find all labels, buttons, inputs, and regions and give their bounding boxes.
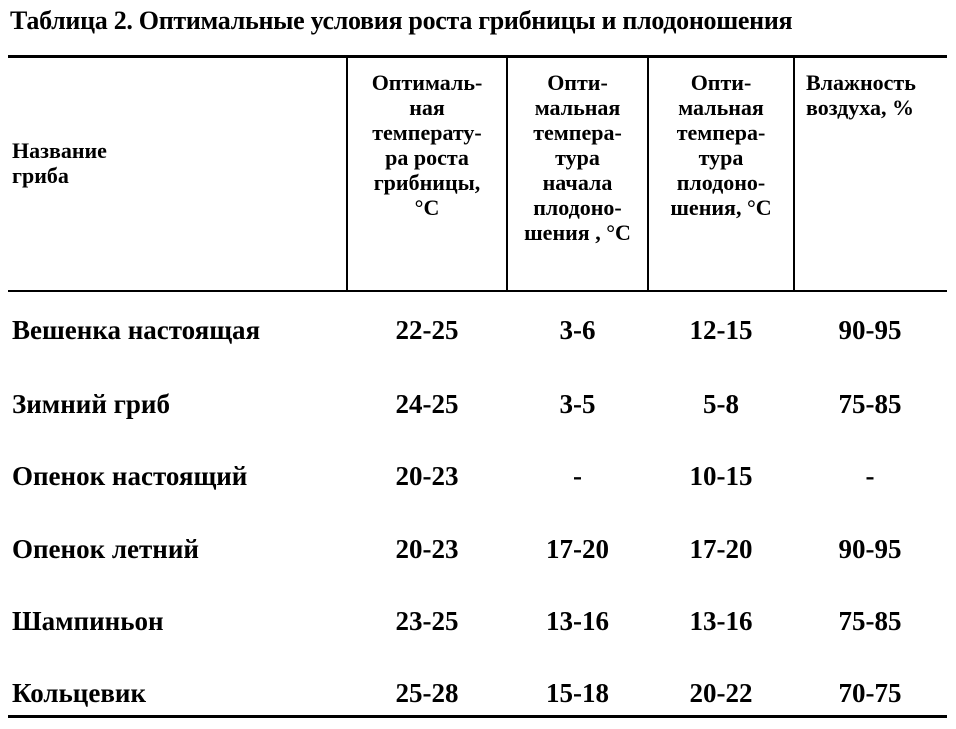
cell-fruit-start: -	[573, 461, 582, 491]
cell-mycelium: 25-28	[395, 678, 459, 708]
row-name: Кольцевик	[12, 678, 147, 708]
cell-humidity: 75-85	[838, 389, 902, 419]
cell-mycelium: 20-23	[395, 534, 459, 564]
header-line: плодоно-	[676, 170, 766, 195]
row-name: Опенок летний	[12, 534, 199, 564]
cell-fruit-start: 3-6	[559, 315, 596, 345]
cell-humidity: 90-95	[838, 534, 902, 564]
cell-mycelium: 23-25	[395, 606, 459, 636]
column-divider	[793, 58, 795, 290]
cell-fruiting: 20-22	[689, 678, 753, 708]
header-line: воздуха, %	[806, 95, 915, 120]
cell-fruit-start: 17-20	[546, 534, 609, 564]
header-mycelium-temp	[348, 70, 506, 220]
cell-humidity: 70-75	[838, 678, 902, 708]
table-bottom-rule	[8, 715, 947, 718]
cell-fruit-start: 13-16	[546, 606, 609, 636]
header-line: мальная	[678, 95, 764, 120]
header-line: гриба	[12, 163, 69, 188]
header-line: Оптималь-	[371, 70, 483, 95]
cell-mycelium: 24-25	[395, 389, 459, 419]
header-line: шения, °C	[670, 195, 772, 220]
cell-fruiting: 5-8	[703, 389, 739, 419]
row-name: Опенок настоящий	[12, 461, 248, 491]
table-title: Таблица 2. Оптимальные условия роста грибницы и плодоношения	[10, 6, 793, 35]
row-name: Вешенка настоящая	[12, 315, 261, 345]
cell-fruiting: 12-15	[689, 315, 753, 345]
cell-humidity: -	[865, 461, 875, 491]
header-line: ра роста	[385, 145, 469, 170]
header-line: °C	[414, 195, 440, 220]
header-line: темпера-	[676, 120, 766, 145]
header-line: грибницы,	[373, 170, 481, 195]
header-line: Опти-	[690, 70, 752, 95]
header-line: плодоно-	[533, 195, 622, 220]
header-line: тура	[698, 145, 744, 170]
row-name: Шампиньон	[12, 606, 164, 636]
header-separator-rule	[8, 290, 947, 292]
header-name	[12, 138, 312, 188]
cell-humidity: 75-85	[838, 606, 902, 636]
cell-fruit-start: 3-5	[559, 389, 596, 419]
header-fruiting-temp	[649, 70, 793, 220]
header-line: тура	[555, 145, 600, 170]
header-line: температу-	[372, 120, 482, 145]
row-name: Зимний гриб	[12, 389, 170, 419]
header-line: шения , °C	[524, 220, 631, 245]
cell-fruiting: 13-16	[689, 606, 753, 636]
header-humidity	[806, 70, 951, 120]
cell-humidity: 90-95	[838, 315, 902, 345]
cell-fruiting: 10-15	[689, 461, 753, 491]
header-line: Влажность	[806, 70, 916, 95]
header-fruiting-start-temp	[508, 70, 647, 245]
header-line: темпера-	[533, 120, 622, 145]
table-top-rule	[8, 55, 947, 58]
header-line: мальная	[534, 95, 621, 120]
cell-fruit-start: 15-18	[546, 678, 609, 708]
header-line: Название	[12, 138, 107, 163]
header-line: Опти-	[547, 70, 608, 95]
cell-mycelium: 22-25	[395, 315, 459, 345]
header-line: ная	[409, 95, 445, 120]
cell-fruiting: 17-20	[689, 534, 753, 564]
cell-mycelium: 20-23	[395, 461, 459, 491]
header-line: начала	[542, 170, 613, 195]
